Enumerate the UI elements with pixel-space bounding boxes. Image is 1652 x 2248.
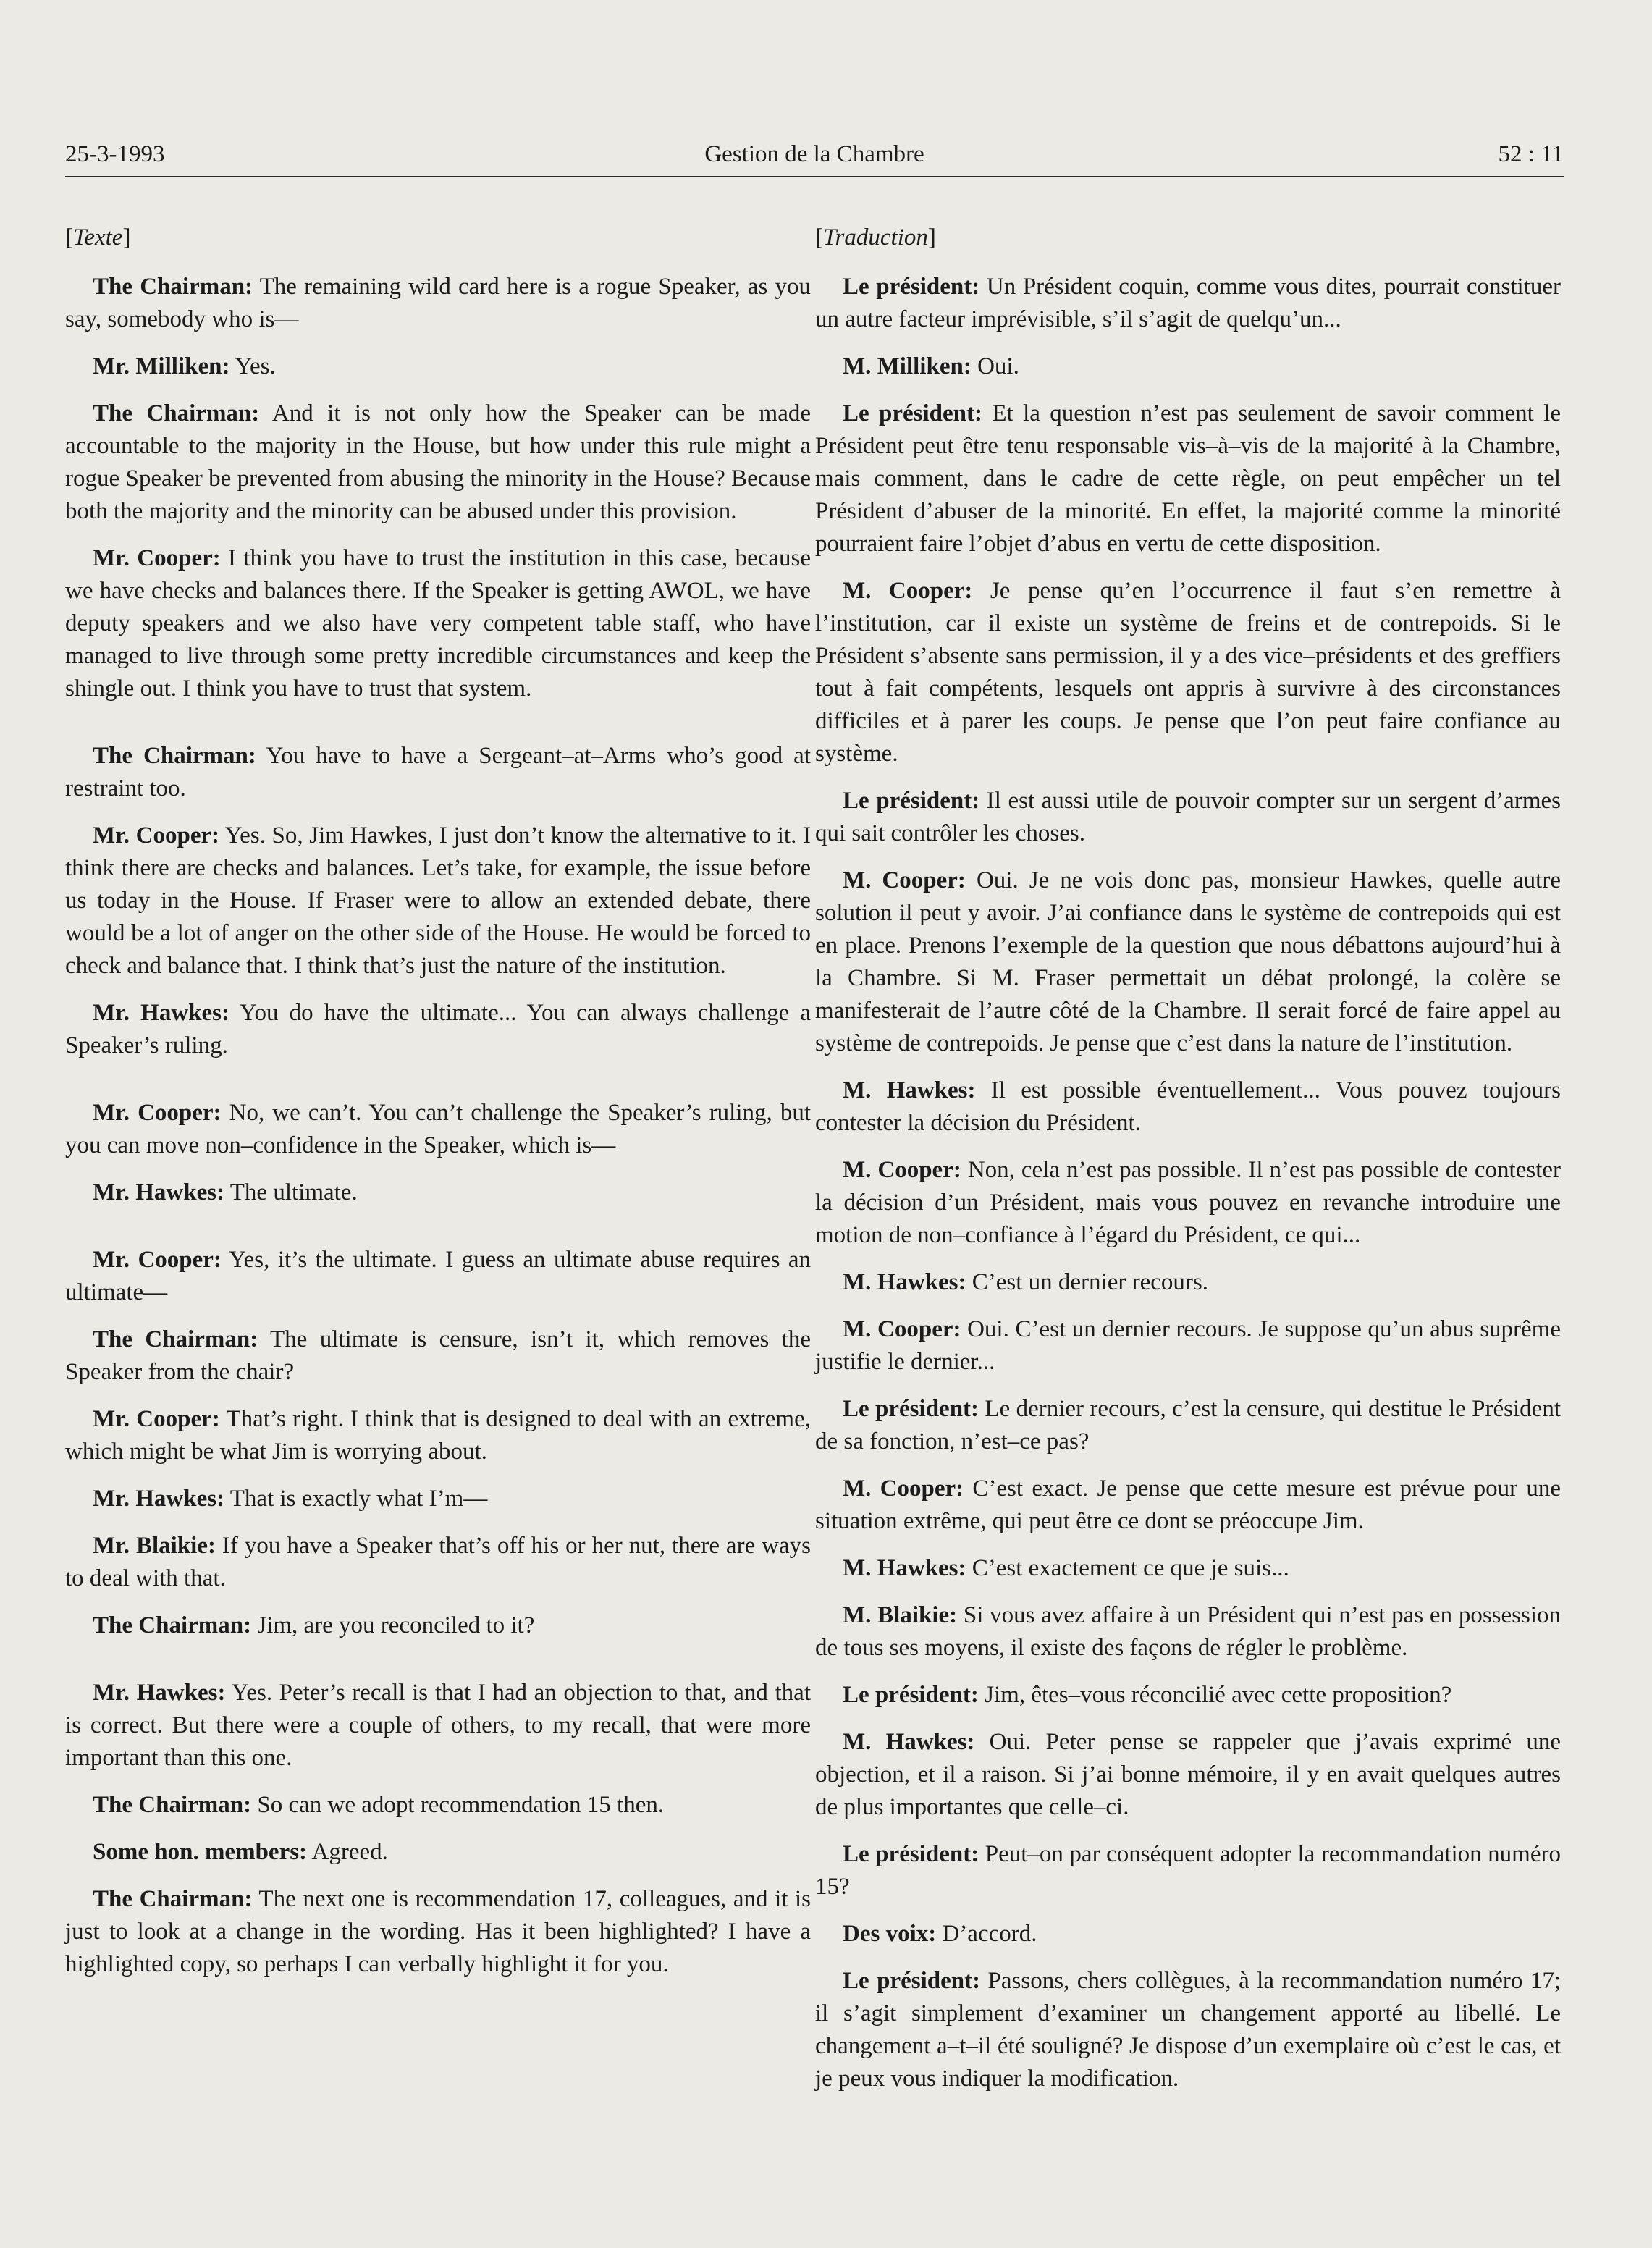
speech-paragraph xyxy=(65,1530,811,1595)
speaker-name: Des voix: xyxy=(843,1921,937,1947)
speaker-name: M. Cooper: xyxy=(843,1316,961,1342)
speech-paragraph xyxy=(65,1483,811,1515)
speech-paragraph xyxy=(65,1323,811,1389)
speech-text: Et la question n’est pas seulement de savoir comment le Président peut être tenu responsable vis–à–vis de la majorité à la Chambre, mais comment, dans le cadre de cette règle, on peut empêcher un tel Président d’abuser de la minorité. En effet, la majorité comme la minorité pourraient faire l’objet d’abus en vertu de cette disposition. xyxy=(815,400,1561,557)
speaker-name: Mr. Cooper: xyxy=(93,1100,222,1126)
speech-text: Passons, chers collègues, à la recommandation numéro 17; il s’agit simplement d’examiner un changement apporté au libellé. Le changement a–t–il été souligné? Je dispose d’un exemplaire où c’est le cas, et je peux vous indiquer la modification. xyxy=(815,1968,1561,2092)
speech-paragraph xyxy=(815,1599,1561,1664)
speaker-name: M. Milliken: xyxy=(843,353,972,379)
speaker-name: Some hon. members: xyxy=(93,1839,308,1865)
speech-text: Jim, are you reconciled to it? xyxy=(251,1612,535,1638)
speech-text: Jim, êtes–vous réconcilié avec cette proposition? xyxy=(978,1682,1452,1708)
speech-text: C’est exact. Je pense que cette mesure est prévue pour une situation extrême, qui peut être ce dont se préoccupe Jim. xyxy=(815,1475,1561,1534)
speech-paragraph xyxy=(65,271,811,336)
speaker-name: M. Hawkes: xyxy=(843,1729,975,1755)
speaker-name: Mr. Hawkes: xyxy=(93,1179,225,1205)
speaker-name: M. Cooper: xyxy=(843,1157,961,1183)
speech-paragraph xyxy=(815,1393,1561,1458)
speaker-name: Mr. Milliken: xyxy=(93,353,230,379)
header-title: Gestion de la Chambre xyxy=(704,141,924,167)
speech-text: Le dernier recours, c’est la censure, qui destitue le Président de sa fonction, n’est–ce pas? xyxy=(815,1396,1561,1455)
speaker-name: Le président: xyxy=(843,1396,979,1422)
speech-text: Yes. xyxy=(229,353,276,379)
speaker-name: The Chairman: xyxy=(93,1326,258,1352)
speaker-name: Le président: xyxy=(843,788,980,814)
speech-text: D’accord. xyxy=(936,1921,1037,1947)
speaker-name: Mr. Hawkes: xyxy=(93,1000,229,1026)
speaker-name: M. Hawkes: xyxy=(843,1269,966,1295)
speech-paragraph xyxy=(815,864,1561,1060)
speaker-name: Le président: xyxy=(843,1968,981,1994)
speech-text: And it is not only how the Speaker can be made accountable to the majority in the House, but how under this rule might a rogue Speaker be prevented from abusing the minority in the House? Because both the majority and the minority can be abused under this provision. xyxy=(65,400,812,524)
speaker-name: Le président: xyxy=(843,274,980,300)
speech-text: Il est possible éventuellement... Vous pouvez toujours contester la décision du Président. xyxy=(815,1077,1561,1136)
speech-paragraph xyxy=(65,1176,811,1209)
speech-text: So can we adopt recommendation 15 then. xyxy=(251,1792,665,1818)
speech-text: Oui. C’est un dernier recours. Je suppose qu’un abus suprême justifie le dernier... xyxy=(815,1316,1561,1375)
speaker-name: Mr. Cooper: xyxy=(93,1247,222,1273)
speech-paragraph xyxy=(65,1244,811,1309)
speech-text: C’est un dernier recours. xyxy=(966,1269,1208,1295)
speech-text: If you have a Speaker that’s off his or her nut, there are ways to deal with that. xyxy=(65,1533,811,1591)
speech-paragraph xyxy=(815,1965,1561,2095)
speaker-name: Mr. Cooper: xyxy=(93,822,220,849)
header-date: 25-3-1993 xyxy=(65,141,165,167)
speech-text: Yes, it’s the ultimate. I guess an ultimate abuse requires an ultimate— xyxy=(65,1247,811,1305)
speaker-name: The Chairman: xyxy=(93,400,260,426)
speaker-name: Mr. Blaikie: xyxy=(93,1533,216,1559)
speaker-name: The Chairman: xyxy=(93,1612,252,1638)
speaker-name: Mr. Hawkes: xyxy=(93,1680,226,1706)
english-paragraphs xyxy=(65,271,811,1981)
speech-paragraph xyxy=(65,397,811,528)
speech-paragraph xyxy=(815,350,1561,383)
speech-paragraph xyxy=(65,1097,811,1162)
speech-text: Oui. Je ne vois donc pas, monsieur Hawkes, quelle autre solution il peut y avoir. J’ai confiance dans le système de contrepoids qui est en place. Prenons l’exemple de la question que nous débattons aujourd’hui à la Chambre. Si M. Fraser permettait un débat prolongé, la colère se manifesterait de l’autre côté de la Chambre. Il serait forcé de faire appel au système de contrepoids. Je pense que c’est dans la nature de l’institution. xyxy=(815,867,1561,1056)
speaker-name: M. Hawkes: xyxy=(843,1077,976,1103)
speech-paragraph xyxy=(815,1918,1561,1950)
speech-paragraph xyxy=(65,1836,811,1869)
speech-text: You have to have a Sergeant–at–Arms who’s good at restraint too. xyxy=(65,743,811,801)
speech-paragraph xyxy=(65,350,811,383)
french-column xyxy=(815,222,1561,2095)
speech-paragraph xyxy=(815,1838,1561,1903)
french-paragraphs xyxy=(815,271,1561,2095)
speech-text: Oui. Peter pense se rappeler que j’avais exprimé une objection, et il a raison. Si j’ai bonne mémoire, il y en avait quelques autres de plus importantes que celle–ci. xyxy=(815,1729,1561,1820)
speech-paragraph xyxy=(815,397,1561,560)
speech-paragraph xyxy=(815,1552,1561,1585)
speaker-name: M. Hawkes: xyxy=(843,1555,966,1581)
speech-text: Yes. So, Jim Hawkes, I just don’t know the alternative to it. I think there are checks and balances. Let’s take, for example, the issue before us today in the House. If Fraser were to allow an extended debate, there would be a lot of anger on the other side of the House. He would be forced to check and balance that. I think that’s just the nature of the institution. xyxy=(65,822,812,979)
speech-text: No, we can’t. You can’t challenge the Speaker’s ruling, but you can move non–confidence in the Speaker, which is— xyxy=(65,1100,811,1158)
speech-text: You do have the ultimate... You can always challenge a Speaker’s ruling. xyxy=(65,1000,811,1058)
speech-paragraph xyxy=(65,542,811,705)
speech-text: Peut–on par conséquent adopter la recommandation numéro 15? xyxy=(815,1841,1561,1900)
speech-paragraph xyxy=(65,1883,811,1981)
speech-paragraph xyxy=(815,1313,1561,1378)
speech-paragraph xyxy=(65,997,811,1062)
speaker-name: Mr. Hawkes: xyxy=(93,1486,225,1512)
speaker-name: Mr. Cooper: xyxy=(93,545,221,571)
speech-text: I think you have to trust the institution in this case, because we have checks and balances there. If the Speaker is getting AWOL, we have deputy speakers and we also have very competent table staff, who have managed to live through some pretty incredible circumstances and keep the shingle out. I think you have to trust that system. xyxy=(65,545,812,702)
header-page-number: 52 : 11 xyxy=(1498,141,1564,167)
speaker-name: M. Cooper: xyxy=(843,1475,964,1502)
speech-text: Agreed. xyxy=(307,1839,388,1865)
speech-text: The ultimate is censure, isn’t it, which removes the Speaker from the chair? xyxy=(65,1326,812,1385)
speech-text: C’est exactement ce que je suis... xyxy=(966,1555,1289,1581)
speech-text: Je pense qu’en l’occurrence il faut s’en remettre à l’institution, car il existe un système de freins et de contrepoids. Si le Président s’absente sans permission, il y a des vice–présidents et des greffiers tout à fait compétents, lesquels ont appris à survivre à des circonstances difficiles et à parer les coups. Je pense que l’on peut faire confiance au système. xyxy=(815,578,1561,767)
speaker-name: The Chairman: xyxy=(93,743,256,769)
english-column-label: [Texte] xyxy=(65,224,131,251)
speech-paragraph xyxy=(65,820,811,982)
english-column xyxy=(65,222,811,1981)
speaker-name: The Chairman: xyxy=(93,1886,253,1912)
speech-paragraph xyxy=(65,1609,811,1642)
speech-paragraph xyxy=(815,1074,1561,1140)
speaker-name: The Chairman: xyxy=(93,274,253,300)
speech-text: Si vous avez affaire à un Président qui n’est pas en possession de tous ses moyens, il existe des façons de régler le problème. xyxy=(815,1602,1561,1661)
speech-text: That’s right. I think that is designed to deal with an extreme, which might be what Jim is worrying about. xyxy=(65,1406,811,1465)
speech-text: Yes. Peter’s recall is that I had an objection to that, and that is correct. But there were a couple of others, to my recall, that were more important than this one. xyxy=(65,1680,811,1771)
speaker-name: Mr. Cooper: xyxy=(93,1406,220,1432)
speech-text: Un Président coquin, comme vous dites, pourrait constituer un autre facteur imprévisible, s’il s’agit de quelqu’un... xyxy=(815,274,1561,332)
speech-paragraph xyxy=(65,1789,811,1822)
speech-paragraph xyxy=(815,1473,1561,1538)
speech-paragraph xyxy=(65,740,811,805)
speech-paragraph xyxy=(815,1679,1561,1712)
speaker-name: The Chairman: xyxy=(93,1792,252,1818)
speaker-name: Le président: xyxy=(843,1682,979,1708)
speech-text: That is exactly what I’m— xyxy=(224,1486,488,1512)
speech-text: Non, cela n’est pas possible. Il n’est pas possible de contester la décision d’un Président, mais vous pouvez en revanche introduire une motion de non–confiance à l’égard du Président, ce qui... xyxy=(815,1157,1561,1248)
speaker-name: Le président: xyxy=(843,1841,979,1867)
speaker-name: Le président: xyxy=(843,400,983,426)
speech-paragraph xyxy=(815,575,1561,770)
speech-text: The next one is recommendation 17, colleagues, and it is just to look at a change in the wording. Has it been highlighted? I have a highlighted copy, so perhaps I can verbally highlight it for you. xyxy=(65,1886,811,1977)
running-head xyxy=(65,136,1564,172)
speech-paragraph xyxy=(815,785,1561,850)
french-column-label: [Traduction] xyxy=(815,224,936,251)
speech-paragraph xyxy=(815,1266,1561,1299)
speech-paragraph xyxy=(815,271,1561,336)
speech-text: Oui. xyxy=(971,353,1019,379)
speech-paragraph xyxy=(65,1677,811,1775)
speaker-name: M. Cooper: xyxy=(843,578,973,604)
header-rule xyxy=(65,176,1564,177)
speaker-name: M. Cooper: xyxy=(843,867,966,893)
speech-paragraph xyxy=(815,1154,1561,1252)
speech-text: Il est aussi utile de pouvoir compter sur un sergent d’armes qui sait contrôler les choses. xyxy=(815,788,1561,846)
speech-text: The ultimate. xyxy=(224,1179,358,1205)
speech-text: The remaining wild card here is a rogue Speaker, as you say, somebody who is— xyxy=(65,274,811,332)
speech-paragraph xyxy=(815,1726,1561,1824)
speaker-name: M. Blaikie: xyxy=(843,1602,958,1628)
speech-paragraph xyxy=(65,1403,811,1468)
